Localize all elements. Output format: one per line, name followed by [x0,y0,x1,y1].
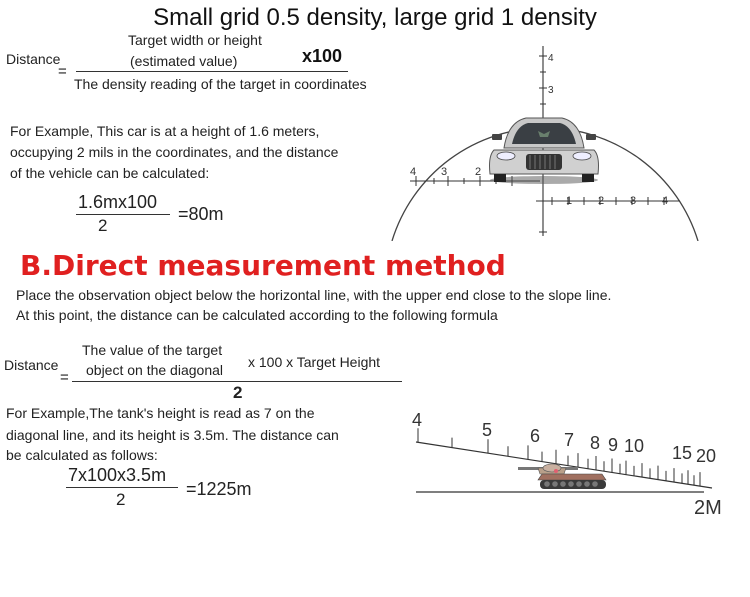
example1-calc-bar [76,214,170,215]
section-b-desc-line1: Place the observation object below the horizontal line, with the upper end close to the slope line. [16,287,612,303]
formula1-label: Distance [6,51,61,67]
reticle-right-label: 4 [662,195,669,207]
example2-calc-result: =1225m [186,479,252,499]
reticle-right-label: 1 [566,195,573,207]
reticle-right-label: 2 [598,195,605,207]
scale-label: 5 [482,420,493,440]
example2-line2: diagonal line, and its height is 3.5m. The distance can [6,427,339,443]
scale-label: 7 [564,430,575,450]
example2-line1: For Example,The tank's height is read as 7 on the [6,405,315,421]
reticle-left-label: 4 [410,166,417,178]
example1-line3: of the vehicle can be calculated: [10,165,210,181]
diagonal-scale-diagram [408,404,748,520]
example1-line2: occupying 2 mils in the coordinates, and the distance [10,144,339,160]
reticle-right-label: 3 [630,195,637,207]
scale-label: 9 [608,435,619,455]
scale-label: 4 [412,410,423,430]
example1-calc-result: =80m [178,204,224,224]
reticle-diagram [380,36,710,241]
page-title: Small grid 0.5 density, large grid 1 density [153,4,597,31]
formula2-multiplier: x 100 x Target Height [248,354,381,370]
formula1-multiplier: x100 [302,46,343,66]
formula2-denominator: 2 [233,383,243,402]
reticle-vlabel: 4 [548,53,554,64]
scale-label: 10 [624,436,645,456]
example1-line1: For Example, This car is at a height of 1.6 meters, [10,123,320,139]
reticle-left-label: 2 [475,166,482,178]
reticle-vlabel: 3 [548,85,554,96]
formula1-denominator: The density reading of the target in coordinates [74,76,367,92]
example2-calc-numerator: 7x100x3.5m [68,465,167,485]
formula2-equals: = [60,369,69,386]
scale-label: 20 [696,446,717,466]
formula1-fraction-bar [76,71,348,72]
formula2-numerator-line1: The value of the target [82,342,223,358]
formula1-numerator-line2: (estimated value) [130,53,238,69]
scale-label: 8 [590,433,601,453]
formula2-numerator-line2: object on the diagonal [86,362,223,378]
scale-label: 6 [530,426,541,446]
example2-calc-denominator: 2 [116,490,126,509]
section-b-desc-line2: At this point, the distance can be calculated according to the following formula [16,307,498,323]
example1-calc-numerator: 1.6mx100 [78,192,158,212]
example2-calc-bar [66,487,178,488]
formula1-numerator-line1: Target width or height [128,32,262,48]
example2-line3: be calculated as follows: [6,447,158,463]
tank-illustration [518,464,606,489]
formula2-label: Distance [4,357,59,373]
formula1-equals: = [58,63,67,80]
example1-calc-denominator: 2 [98,216,108,235]
scale-label: 15 [672,443,693,463]
scale-end-label: 2M [694,497,722,519]
reticle-left-label: 3 [441,166,448,178]
formula2-fraction-bar [72,381,402,382]
section-b-heading: B.Direct measurement method [20,249,506,282]
car-illustration [490,118,599,184]
